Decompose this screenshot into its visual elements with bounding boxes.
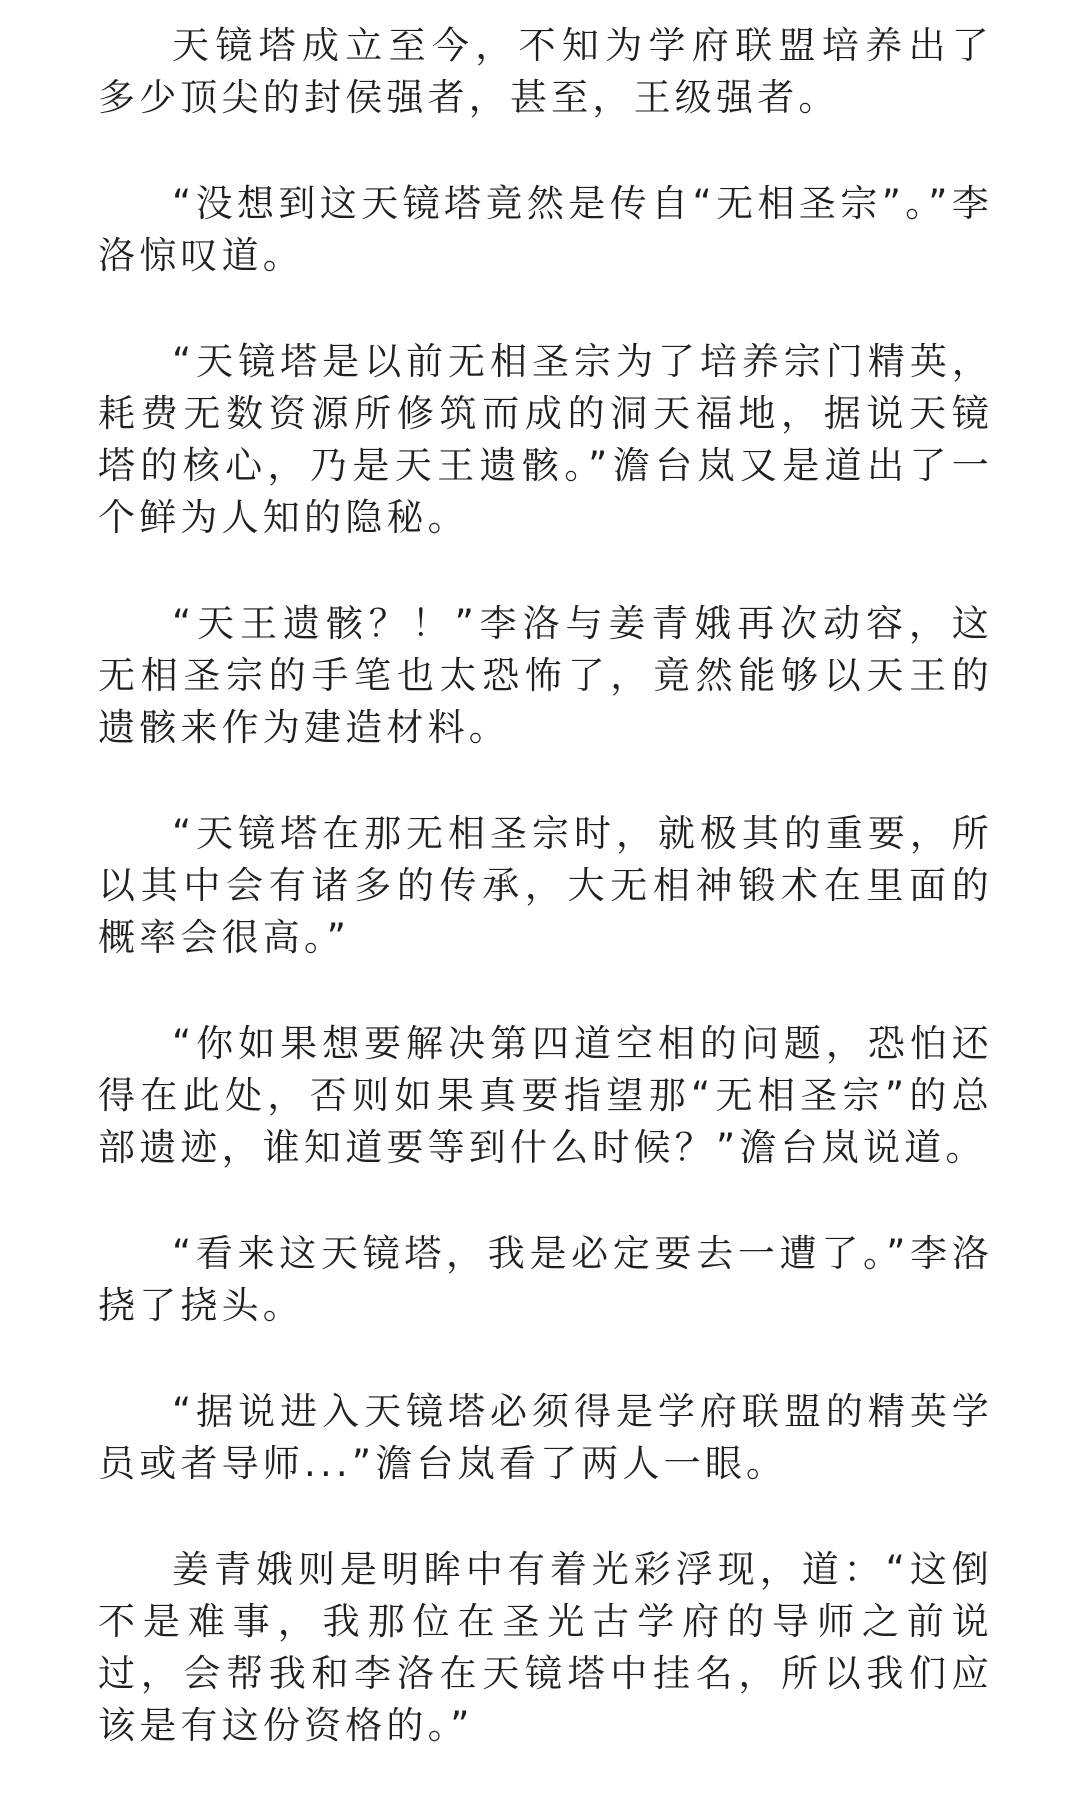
paragraph: “你如果想要解决第四道空相的问题，恐怕还得在此处，否则如果真要指望那“无相圣宗”的总部遗迹，谁知道要等到什么时候？”澹台岚说道。 <box>98 1022 993 1169</box>
paragraph: “天王遗骸？！”李洛与姜青娥再次动容，这无相圣宗的手笔也太恐怖了，竟然能够以天王的遗骸来作为建造材料。 <box>98 602 993 749</box>
paragraph: “没想到这天镜塔竟然是传自“无相圣宗”。”李洛惊叹道。 <box>98 182 993 277</box>
paragraph: “天镜塔是以前无相圣宗为了培养宗门精英，耗费无数资源所修筑而成的洞天福地，据说天镜塔的核心，乃是天王遗骸。”澹台岚又是道出了一个鲜为人知的隐秘。 <box>98 340 993 539</box>
paragraph: 天镜塔成立至今，不知为学府联盟培养出了多少顶尖的封侯强者，甚至，王级强者。 <box>98 24 993 119</box>
paragraph: 姜青娥则是明眸中有着光彩浮现，道：“这倒不是难事，我那位在圣光古学府的导师之前说过，会帮我和李洛在天镜塔中挂名，所以我们应该是有这份资格的。” <box>98 1548 993 1747</box>
paragraph: “看来这天镜塔，我是必定要去一遭了。”李洛挠了挠头。 <box>98 1232 993 1327</box>
article-body <box>98 20 993 1806</box>
paragraph: “据说进入天镜塔必须得是学府联盟的精英学员或者导师...”澹台岚看了两人一眼。 <box>98 1390 993 1485</box>
paragraph: “天镜塔在那无相圣宗时，就极其的重要，所以其中会有诸多的传承，大无相神锻术在里面的概率会很高。” <box>98 812 993 959</box>
